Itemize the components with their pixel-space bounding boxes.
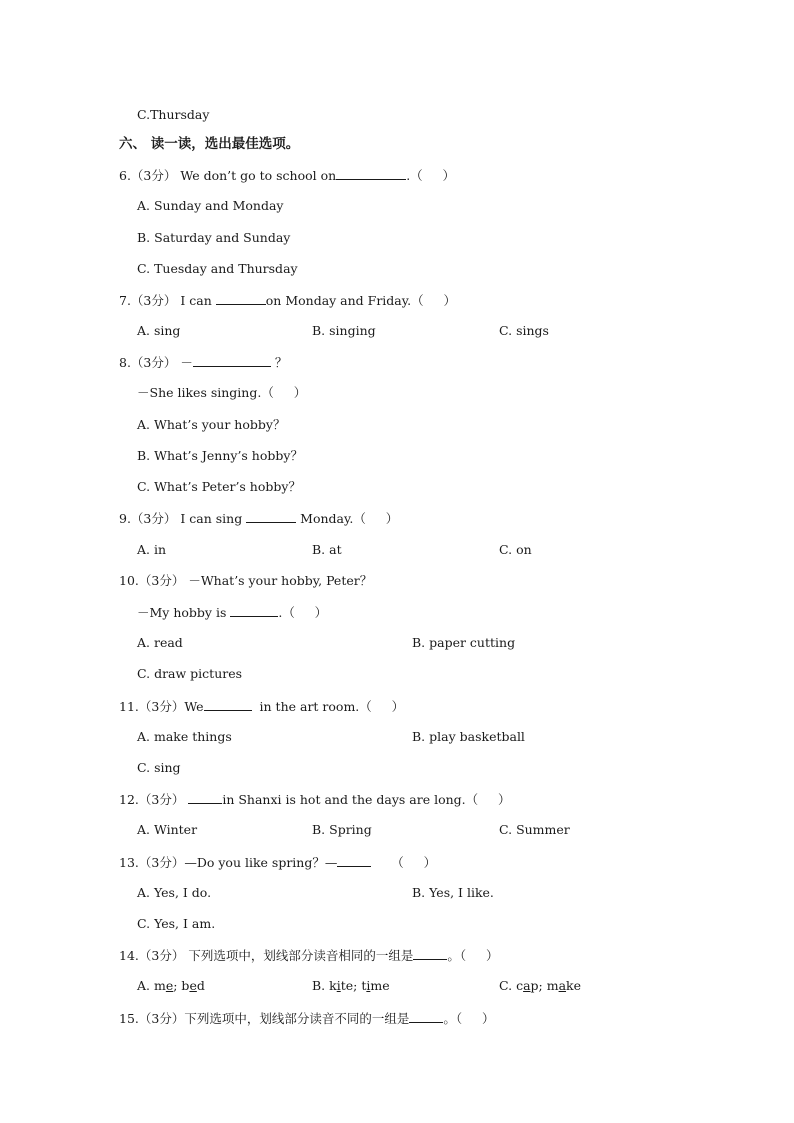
option-b[interactable]: B. paper cutting bbox=[412, 635, 516, 650]
option-c[interactable]: C. draw pictures bbox=[137, 666, 243, 681]
answer-blank[interactable] bbox=[409, 1010, 443, 1023]
answer-blank[interactable] bbox=[413, 947, 447, 960]
question-number: 9.（3分） bbox=[119, 511, 177, 526]
answer-blank[interactable] bbox=[246, 510, 296, 523]
question-14 bbox=[119, 947, 498, 964]
answer-blank[interactable] bbox=[337, 854, 371, 867]
question-number: 12.（3分） bbox=[119, 792, 185, 807]
response-line bbox=[137, 604, 327, 621]
section-title: 六、 读一读，选出最佳选项。 bbox=[119, 136, 300, 152]
option-c[interactable]: C. Summer bbox=[499, 822, 570, 837]
option-label: A. bbox=[137, 978, 154, 993]
question-text-end: 。（ ） bbox=[447, 948, 499, 963]
option-label: C. c bbox=[499, 978, 524, 993]
question-text-end: .（ ） bbox=[406, 168, 456, 183]
question-text: － bbox=[176, 355, 193, 370]
question-text: We don’t go to school on bbox=[176, 168, 337, 183]
option-c[interactable]: C. sings bbox=[499, 323, 549, 338]
option-b[interactable]: B. at bbox=[312, 542, 342, 557]
previous-option-c: C.Thursday bbox=[137, 107, 210, 122]
underlined-letter: a bbox=[523, 978, 531, 993]
answer-blank[interactable] bbox=[336, 167, 406, 180]
answer-blank[interactable] bbox=[216, 292, 266, 305]
question-text-end: ？ bbox=[270, 355, 288, 370]
question-number: 13.（3分） bbox=[119, 855, 185, 870]
question-10 bbox=[119, 573, 372, 589]
word-part: ke bbox=[566, 978, 582, 993]
option-a[interactable]: A. Sunday and Monday bbox=[137, 198, 284, 213]
question-text-end: （ ） bbox=[371, 855, 437, 870]
word-part: te; t bbox=[340, 978, 367, 993]
option-b[interactable]: B. play basketball bbox=[412, 729, 525, 744]
option-b[interactable]: B. Saturday and Sunday bbox=[137, 230, 291, 245]
question-number: 7.（3分） bbox=[119, 293, 177, 308]
option-a[interactable]: A. make things bbox=[137, 729, 232, 744]
question-text-end: Monday.（ ） bbox=[296, 511, 399, 526]
option-label: B. k bbox=[312, 978, 337, 993]
question-number: 8.（3分） bbox=[119, 355, 177, 370]
underlined-letter: i bbox=[366, 978, 371, 993]
question-7 bbox=[119, 292, 456, 309]
option-a[interactable]: A. read bbox=[137, 635, 183, 650]
answer-blank[interactable] bbox=[193, 354, 271, 367]
option-a[interactable]: A. Winter bbox=[137, 822, 198, 837]
underlined-letter: i bbox=[336, 978, 341, 993]
option-c[interactable] bbox=[499, 978, 581, 994]
word-part: ; b bbox=[173, 978, 190, 993]
question-9 bbox=[119, 510, 398, 527]
option-a[interactable] bbox=[137, 978, 205, 994]
question-text: We bbox=[184, 699, 204, 714]
question-12 bbox=[119, 791, 511, 808]
option-a[interactable]: A. in bbox=[137, 542, 167, 557]
option-c[interactable]: C. Tuesday and Thursday bbox=[137, 261, 298, 276]
question-number: 6.（3分） bbox=[119, 168, 177, 183]
question-text-end: 。（ ） bbox=[443, 1011, 495, 1026]
word-part: m bbox=[153, 978, 166, 993]
question-11 bbox=[119, 698, 404, 715]
question-8 bbox=[119, 354, 287, 371]
question-text-end: on Monday and Friday.（ ） bbox=[265, 293, 457, 308]
question-text-end: in Shanxi is hot and the days are long.（ ） bbox=[222, 792, 511, 807]
option-c[interactable]: C. What’s Peter’s hobby？ bbox=[137, 479, 301, 494]
question-number: 11.（3分） bbox=[119, 699, 185, 714]
question-text: 下列选项中，划线部分读音不同的一组是 bbox=[184, 1011, 410, 1026]
question-text: —Do you like spring？— bbox=[184, 855, 338, 870]
answer-blank[interactable] bbox=[204, 698, 252, 711]
response-line: －She likes singing.（ ） bbox=[137, 385, 307, 400]
underlined-letter: e bbox=[189, 978, 197, 993]
option-b[interactable] bbox=[312, 978, 390, 994]
word-part: p; m bbox=[530, 978, 559, 993]
option-b[interactable]: B. What’s Jenny’s hobby？ bbox=[137, 448, 303, 463]
question-text: I can sing bbox=[176, 511, 247, 526]
option-a[interactable]: A. What’s your hobby？ bbox=[137, 417, 286, 432]
option-b[interactable]: B. Spring bbox=[312, 822, 372, 837]
response-text-end: .（ ） bbox=[278, 605, 328, 620]
question-text: －What’s your hobby, Peter？ bbox=[184, 573, 373, 588]
option-c[interactable]: C. Yes, I am. bbox=[137, 916, 216, 931]
response-text: －My hobby is bbox=[137, 605, 231, 620]
question-15 bbox=[119, 1010, 494, 1027]
option-b[interactable]: B. singing bbox=[312, 323, 376, 338]
question-13 bbox=[119, 854, 436, 871]
option-a[interactable]: A. sing bbox=[137, 323, 181, 338]
word-part: me bbox=[370, 978, 390, 993]
question-text: I can bbox=[176, 293, 216, 308]
answer-blank[interactable] bbox=[230, 604, 278, 617]
question-number: 15.（3分） bbox=[119, 1011, 185, 1026]
option-c[interactable]: C. on bbox=[499, 542, 532, 557]
word-part: d bbox=[196, 978, 205, 993]
underlined-letter: a bbox=[558, 978, 567, 993]
question-number: 10.（3分） bbox=[119, 573, 185, 588]
option-a[interactable]: A. Yes, I do. bbox=[137, 885, 212, 900]
question-6 bbox=[119, 167, 455, 184]
answer-blank[interactable] bbox=[188, 791, 222, 804]
question-text: 下列选项中，划线部分读音相同的一组是 bbox=[184, 948, 414, 963]
option-b[interactable]: B. Yes, I like. bbox=[412, 885, 494, 900]
underlined-letter: e bbox=[165, 978, 174, 993]
question-number: 14.（3分） bbox=[119, 948, 185, 963]
option-c[interactable]: C. sing bbox=[137, 760, 181, 775]
question-text-end: in the art room.（ ） bbox=[251, 699, 405, 714]
